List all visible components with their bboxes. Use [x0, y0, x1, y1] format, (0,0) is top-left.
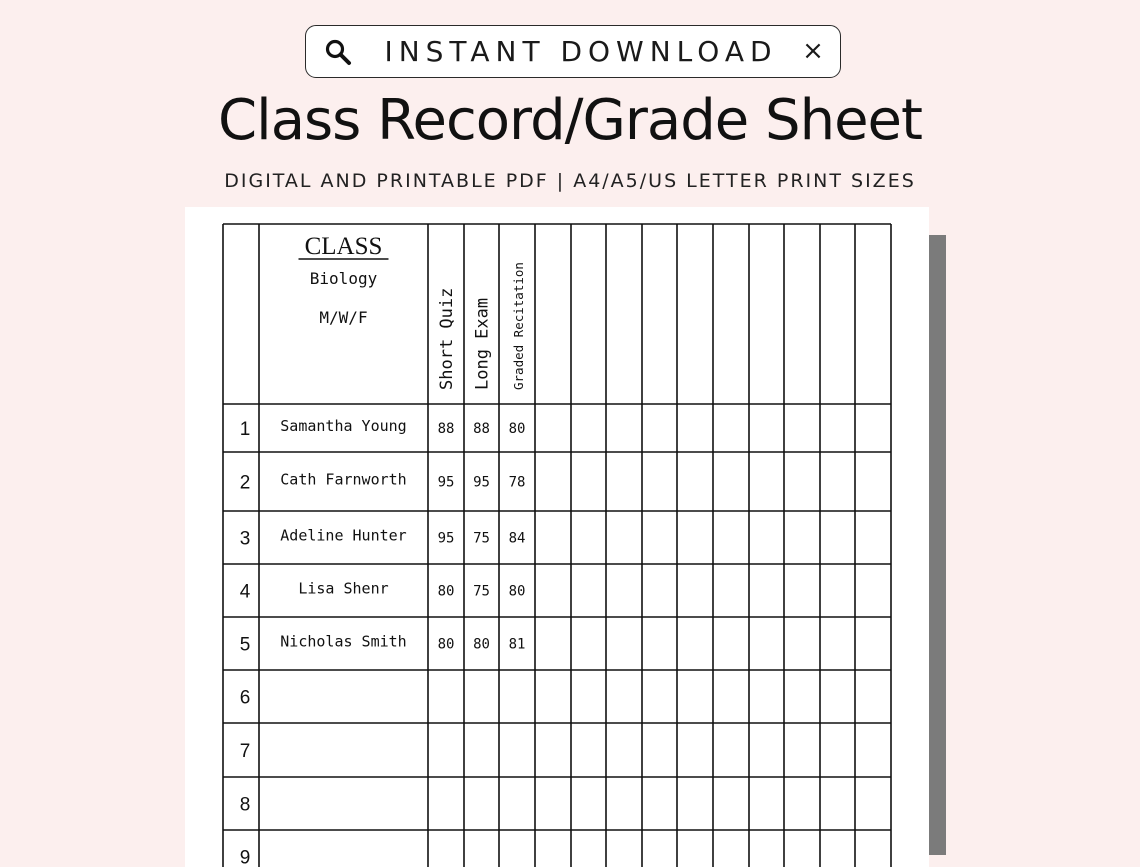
- grade-sheet-table: [185, 207, 929, 867]
- instant-download-search-bar[interactable]: [305, 25, 841, 78]
- class-schedule: M/W/F: [319, 308, 367, 327]
- row-number: 3: [240, 529, 251, 550]
- score-cell: 75: [473, 531, 490, 547]
- score-cell: 95: [438, 475, 455, 491]
- student-name: Samantha Young: [280, 417, 406, 435]
- column-header-long-exam: Long Exam: [473, 298, 493, 390]
- score-cell: 95: [473, 475, 490, 491]
- score-cell: 80: [438, 637, 455, 653]
- score-cell: 80: [473, 637, 490, 653]
- column-header-short-quiz: Short Quiz: [437, 288, 457, 390]
- row-number: 6: [240, 688, 251, 709]
- row-number: 8: [240, 795, 251, 816]
- student-name: Lisa Shenr: [298, 580, 388, 598]
- row-number: 5: [240, 635, 251, 656]
- class-subject: Biology: [310, 269, 378, 288]
- class-heading: CLASS: [305, 233, 383, 260]
- grade-sheet-paper: [185, 207, 929, 867]
- close-icon[interactable]: ×: [798, 36, 828, 66]
- column-header-graded-recitation: Graded Recitation: [511, 262, 526, 390]
- score-cell: 75: [473, 584, 490, 600]
- row-number: 4: [240, 582, 251, 603]
- score-cell: 84: [509, 531, 526, 547]
- row-number: 7: [240, 741, 251, 762]
- page-title: Class Record/Grade Sheet: [0, 88, 1140, 153]
- score-cell: 88: [473, 421, 490, 437]
- row-number: 2: [240, 473, 251, 494]
- score-cell: 81: [509, 637, 526, 653]
- student-name: Nicholas Smith: [280, 633, 406, 651]
- student-name: Adeline Hunter: [280, 527, 406, 545]
- paper-shadow: [929, 235, 946, 855]
- score-cell: 95: [438, 531, 455, 547]
- page-subtitle: DIGITAL AND PRINTABLE PDF | A4/A5/US LETTER PRINT SIZES: [0, 170, 1140, 192]
- score-cell: 78: [509, 475, 526, 491]
- score-cell: 80: [509, 421, 526, 437]
- row-number: 1: [240, 419, 251, 440]
- row-number: 9: [240, 848, 251, 867]
- instant-download-label: INSTANT DOWNLOAD: [306, 26, 840, 77]
- score-cell: 88: [438, 421, 455, 437]
- score-cell: 80: [509, 584, 526, 600]
- score-cell: 80: [438, 584, 455, 600]
- student-name: Cath Farnworth: [280, 471, 406, 489]
